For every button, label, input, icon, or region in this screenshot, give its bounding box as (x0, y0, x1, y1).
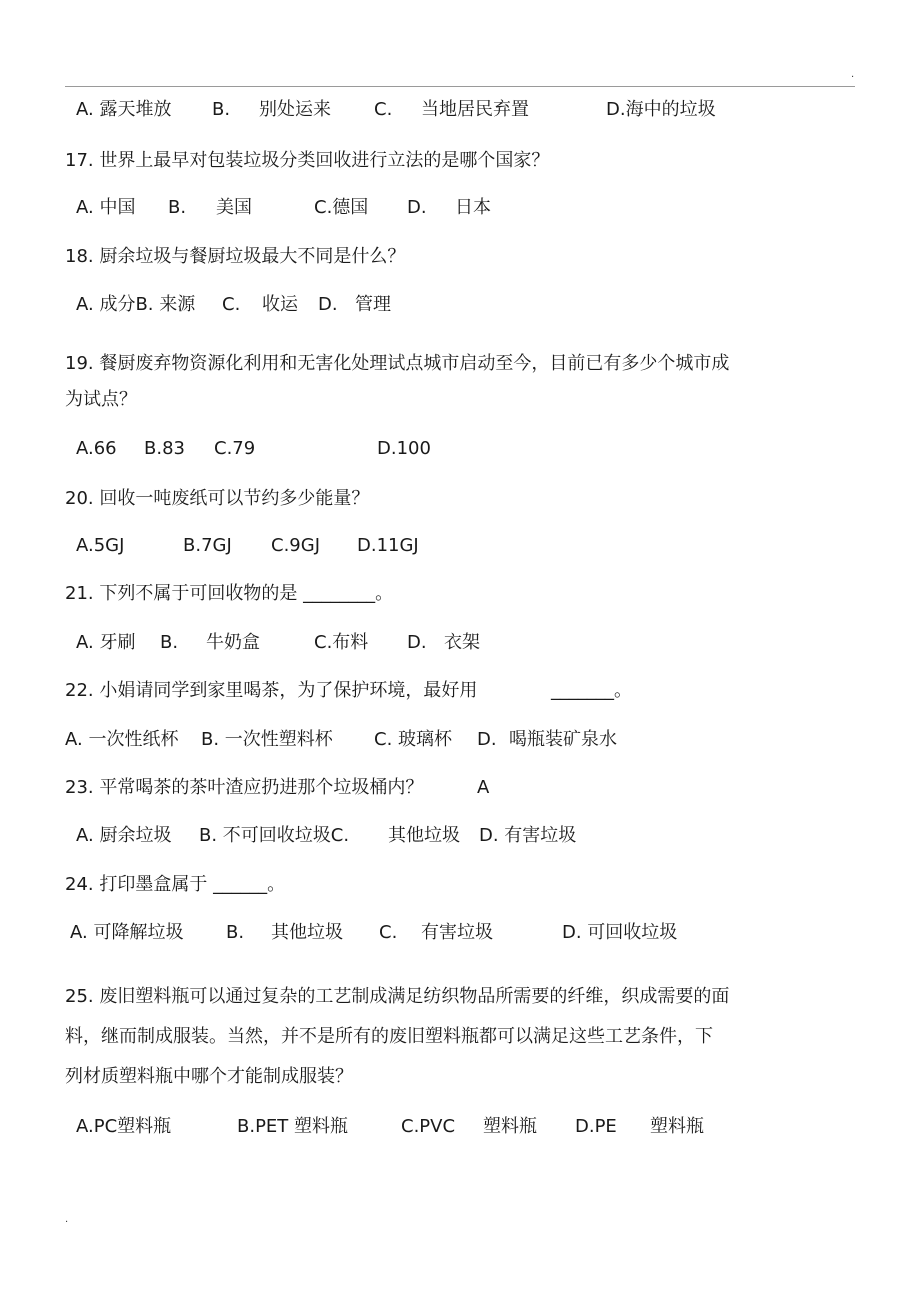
q22-option-d-text: 喝瓶装矿泉水 (509, 729, 617, 750)
q19-question-line2: 为试点？ (65, 389, 137, 410)
q18-option-d: D. (318, 294, 338, 315)
q23-option-a: A. 厨余垃圾 (76, 825, 172, 846)
q16-option-b-text: 别处运来 (259, 99, 331, 120)
q22-question: 22. 小娟请同学到家里喝茶，为了保护环境，最好用 (65, 680, 478, 701)
q17-question: 17. 世界上最早对包装垃圾分类回收进行立法的是哪个国家？ (65, 150, 550, 171)
q21-option-a: A. 牙刷 (76, 632, 136, 653)
q20-question: 20. 回收一吨废纸可以节约多少能量？ (65, 488, 370, 509)
q20-option-b: B.7GJ (183, 535, 232, 556)
q16-option-c: C. (374, 99, 393, 120)
q18-option-ab: A. 成分B. 来源 (76, 294, 196, 315)
q19-option-d: D.100 (377, 438, 431, 459)
q20-option-c: C.9GJ (271, 535, 320, 556)
q24-option-b-text: 其他垃圾 (271, 922, 343, 943)
q17-option-d-text: 日本 (455, 197, 491, 218)
q21-question: 21. 下列不属于可回收物的是 ________。 (65, 583, 394, 604)
q21-option-b: B. (160, 632, 179, 653)
q23-option-d: D. 有害垃圾 (479, 825, 577, 846)
q21-option-d: D. (407, 632, 427, 653)
q20-option-d: D.11GJ (357, 535, 419, 556)
q25-option-d-text: 塑料瓶 (650, 1116, 704, 1137)
q23-answer: A (477, 777, 490, 798)
q25-option-c: C.PVC (401, 1116, 456, 1137)
q25-option-b: B.PET 塑料瓶 (237, 1116, 349, 1137)
q19-question-line1: 19. 餐厨废弃物资源化利用和无害化处理试点城市启动至今，目前已有多少个城市成 (65, 353, 730, 374)
q24-question: 24. 打印墨盒属于 ______。 (65, 874, 286, 895)
q22-option-a: A. 一次性纸杯 (65, 729, 179, 750)
q17-option-b: B. (168, 197, 187, 218)
q17-option-d: D. (407, 197, 427, 218)
q24-option-a: A. 可降解垃圾 (70, 922, 184, 943)
q19-option-a: A.66 (76, 438, 117, 459)
q18-option-d-text: 管理 (355, 294, 391, 315)
q17-option-a: A. 中国 (76, 197, 136, 218)
header-rule (65, 86, 855, 87)
q21-option-c: C.布料 (314, 632, 369, 653)
q16-option-d: D.海中的垃圾 (606, 99, 716, 120)
q21-option-d-text: 衣架 (444, 632, 480, 653)
q18-question: 18. 厨余垃圾与餐厨垃圾最大不同是什么？ (65, 246, 406, 267)
q25-question-line2: 料，继而制成服装。当然，并不是所有的废旧塑料瓶都可以满足这些工艺条件，下 (65, 1026, 713, 1047)
q18-option-c-text: 收运 (262, 294, 298, 315)
footer-dot: . (65, 1214, 69, 1225)
q25-option-a: A.PC塑料瓶 (76, 1116, 172, 1137)
q18-option-c: C. (222, 294, 241, 315)
q21-option-b-text: 牛奶盒 (206, 632, 260, 653)
q25-question-line3: 列材质塑料瓶中哪个才能制成服装？ (65, 1066, 353, 1087)
q25-question-line1: 25. 废旧塑料瓶可以通过复杂的工艺制成满足纺织物品所需要的纤维，织成需要的面 (65, 986, 730, 1007)
q25-option-c-text: 塑料瓶 (483, 1116, 537, 1137)
q22-answer-blank: _______。 (551, 680, 632, 701)
q24-option-c-text: 有害垃圾 (421, 922, 493, 943)
q23-question: 23. 平常喝茶的茶叶渣应扔进那个垃圾桶内？ (65, 777, 424, 798)
q23-option-bc: B. 不可回收垃圾C. (199, 825, 350, 846)
header-dot: . (851, 69, 855, 80)
q23-option-c-text: 其他垃圾 (388, 825, 460, 846)
q24-option-c: C. (379, 922, 398, 943)
q22-option-b: B. 一次性塑料杯 (201, 729, 333, 750)
q17-option-c: C.德国 (314, 197, 369, 218)
q22-option-d: D. (477, 729, 497, 750)
q24-option-d: D. 可回收垃圾 (562, 922, 678, 943)
q19-option-c: C.79 (214, 438, 256, 459)
q16-option-c-text: 当地居民弃置 (421, 99, 529, 120)
q24-option-b: B. (226, 922, 245, 943)
q19-option-b: B.83 (144, 438, 185, 459)
q22-option-c: C. 玻璃杯 (374, 729, 453, 750)
q16-option-a: A. 露天堆放 (76, 99, 172, 120)
q16-option-b: B. (212, 99, 231, 120)
q20-option-a: A.5GJ (76, 535, 125, 556)
q17-option-b-text: 美国 (216, 197, 252, 218)
q25-option-d: D.PE (575, 1116, 617, 1137)
